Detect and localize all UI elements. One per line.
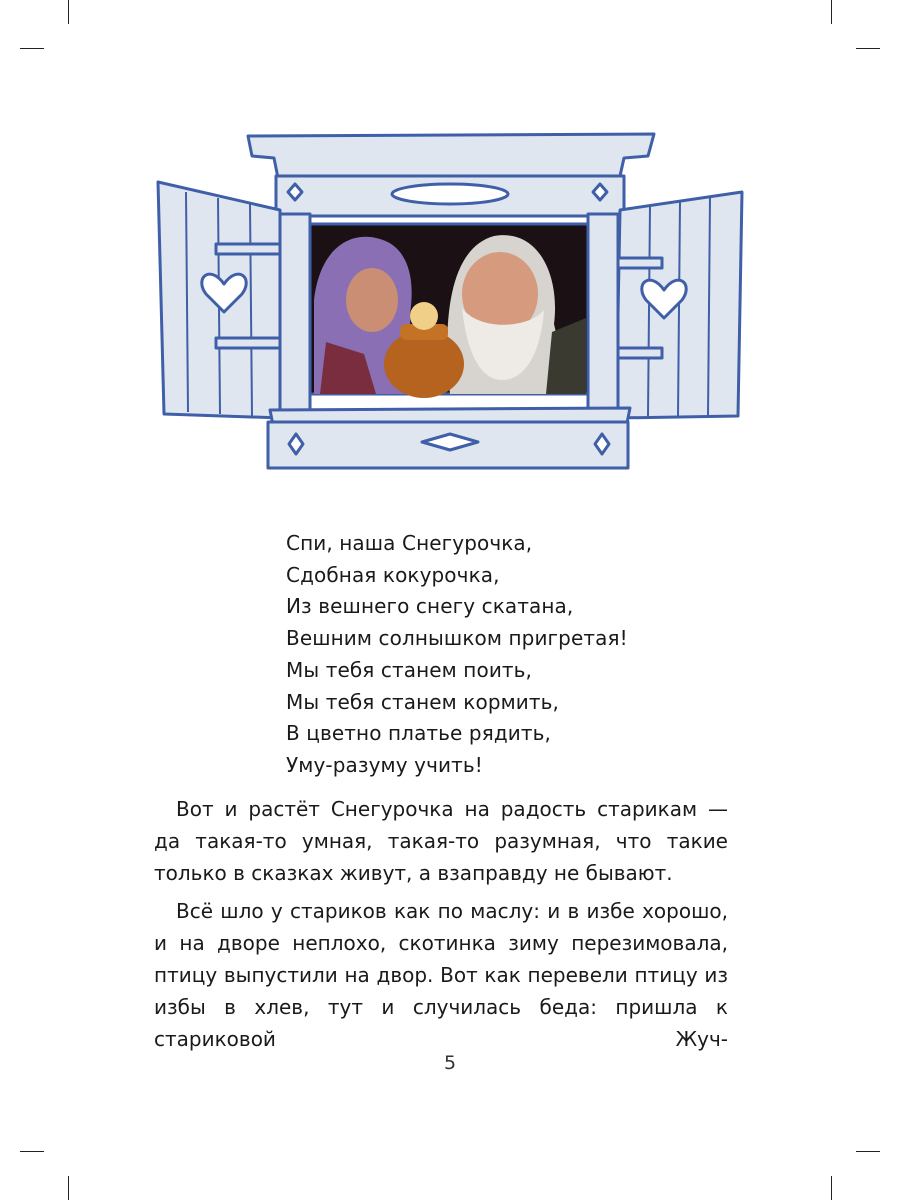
poem-line: Мы тебя станем поить, — [286, 657, 533, 682]
window-frame-right — [588, 214, 618, 410]
crop-mark — [20, 48, 44, 49]
crop-mark — [68, 0, 69, 24]
window-top-ornament — [392, 184, 508, 204]
crop-mark — [831, 1176, 832, 1200]
left-shutter-hinge — [216, 244, 286, 254]
crop-mark — [20, 1151, 44, 1152]
poem — [286, 528, 746, 782]
prose — [154, 793, 728, 1061]
page-number: 5 — [443, 1052, 457, 1074]
snow-maiden-head — [410, 302, 438, 330]
crop-mark — [856, 1151, 880, 1152]
old-woman-face — [346, 268, 398, 332]
poem-line: Вешним солнышком пригретая! — [286, 626, 628, 651]
poem-line: Мы тебя станем кормить, — [286, 689, 560, 714]
clay-pot — [384, 330, 464, 398]
poem-line: Спи, наша Снегурочка, — [286, 531, 533, 555]
poem-line: Из вешнего снегу скатана, — [286, 594, 574, 619]
left-shutter-hinge — [216, 338, 286, 348]
paragraph: Всё шло у стариков как по маслу: и в избе хорошо, и на дворе неплохо, скотинка зиму перезимовала, птицу выпустили на двор. Вот как перевели птицу из избы в хлев, тут и случилась беда: пришла к стариковой Жуч- — [154, 899, 728, 1051]
window-scene — [310, 224, 588, 398]
window-cornice — [248, 134, 654, 178]
paragraph: Вот и растёт Снегурочка на радость старикам — да такая-то умная, такая-то разумная, что такие только в сказках живут, а взаправду не бывают. — [154, 797, 728, 885]
crop-mark — [68, 1176, 69, 1200]
window-frame-left — [280, 214, 310, 410]
poem-line: Уму-разуму учить! — [286, 752, 483, 777]
crop-mark — [856, 48, 880, 49]
crop-mark — [831, 0, 832, 24]
window-illustration — [150, 128, 750, 478]
poem-line: В цветно платье рядить, — [286, 721, 551, 746]
poem-line: Сдобная кокурочка, — [286, 562, 500, 587]
